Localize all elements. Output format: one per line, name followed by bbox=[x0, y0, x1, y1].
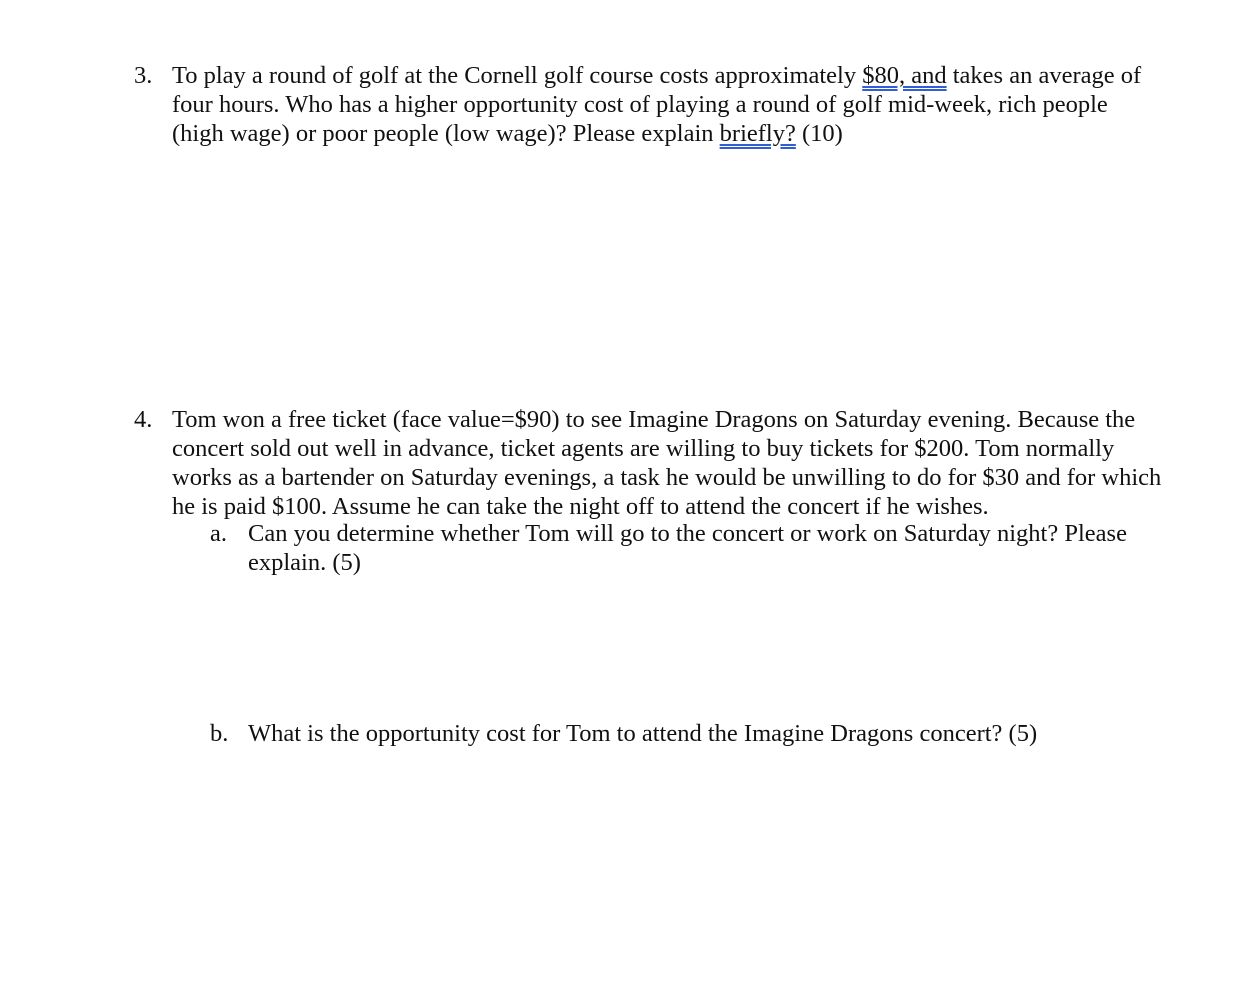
subpart-letter: a. bbox=[210, 520, 227, 547]
question-line bbox=[172, 119, 1172, 148]
text-run: (high wage) or poor people (low wage)? Please explain bbox=[172, 120, 720, 147]
question-number: 3. bbox=[134, 62, 153, 89]
subpart-text bbox=[248, 719, 1168, 748]
subpart-text bbox=[248, 519, 1168, 577]
question-line: he is paid $100. Assume he can take the night off to attend the concert if he wishes. bbox=[172, 493, 989, 520]
grammar-flagged-text[interactable]: $80, and bbox=[862, 62, 947, 89]
question-line: concert sold out well in advance, ticket agents are willing to buy tickets for $200. Tom normally bbox=[172, 435, 1115, 462]
text-run: takes an average of bbox=[946, 62, 1142, 89]
question-line bbox=[172, 61, 1172, 90]
subpart-letter: b. bbox=[210, 720, 229, 747]
subpart-line: explain. (5) bbox=[248, 549, 361, 576]
text-run: To play a round of golf at the Cornell golf course costs approximately bbox=[172, 62, 863, 89]
question-line: Tom won a free ticket (face value=$90) to see Imagine Dragons on Saturday evening. Because the bbox=[172, 406, 1136, 433]
question-line: works as a bartender on Saturday evenings, a task he would be unwilling to do for $30 and for which bbox=[172, 464, 1162, 491]
question-text bbox=[172, 405, 1172, 521]
subpart-line: What is the opportunity cost for Tom to attend the Imagine Dragons concert? (5) bbox=[248, 720, 1038, 747]
question-line: four hours. Who has a higher opportunity cost of playing a round of golf mid-week, rich people bbox=[172, 91, 1108, 118]
subpart-line: Can you determine whether Tom will go to the concert or work on Saturday night? Please bbox=[248, 520, 1127, 547]
question-text bbox=[172, 61, 1172, 148]
grammar-flagged-text[interactable]: briefly? bbox=[719, 120, 796, 147]
question-number: 4. bbox=[134, 406, 153, 433]
text-run: (10) bbox=[795, 120, 843, 147]
